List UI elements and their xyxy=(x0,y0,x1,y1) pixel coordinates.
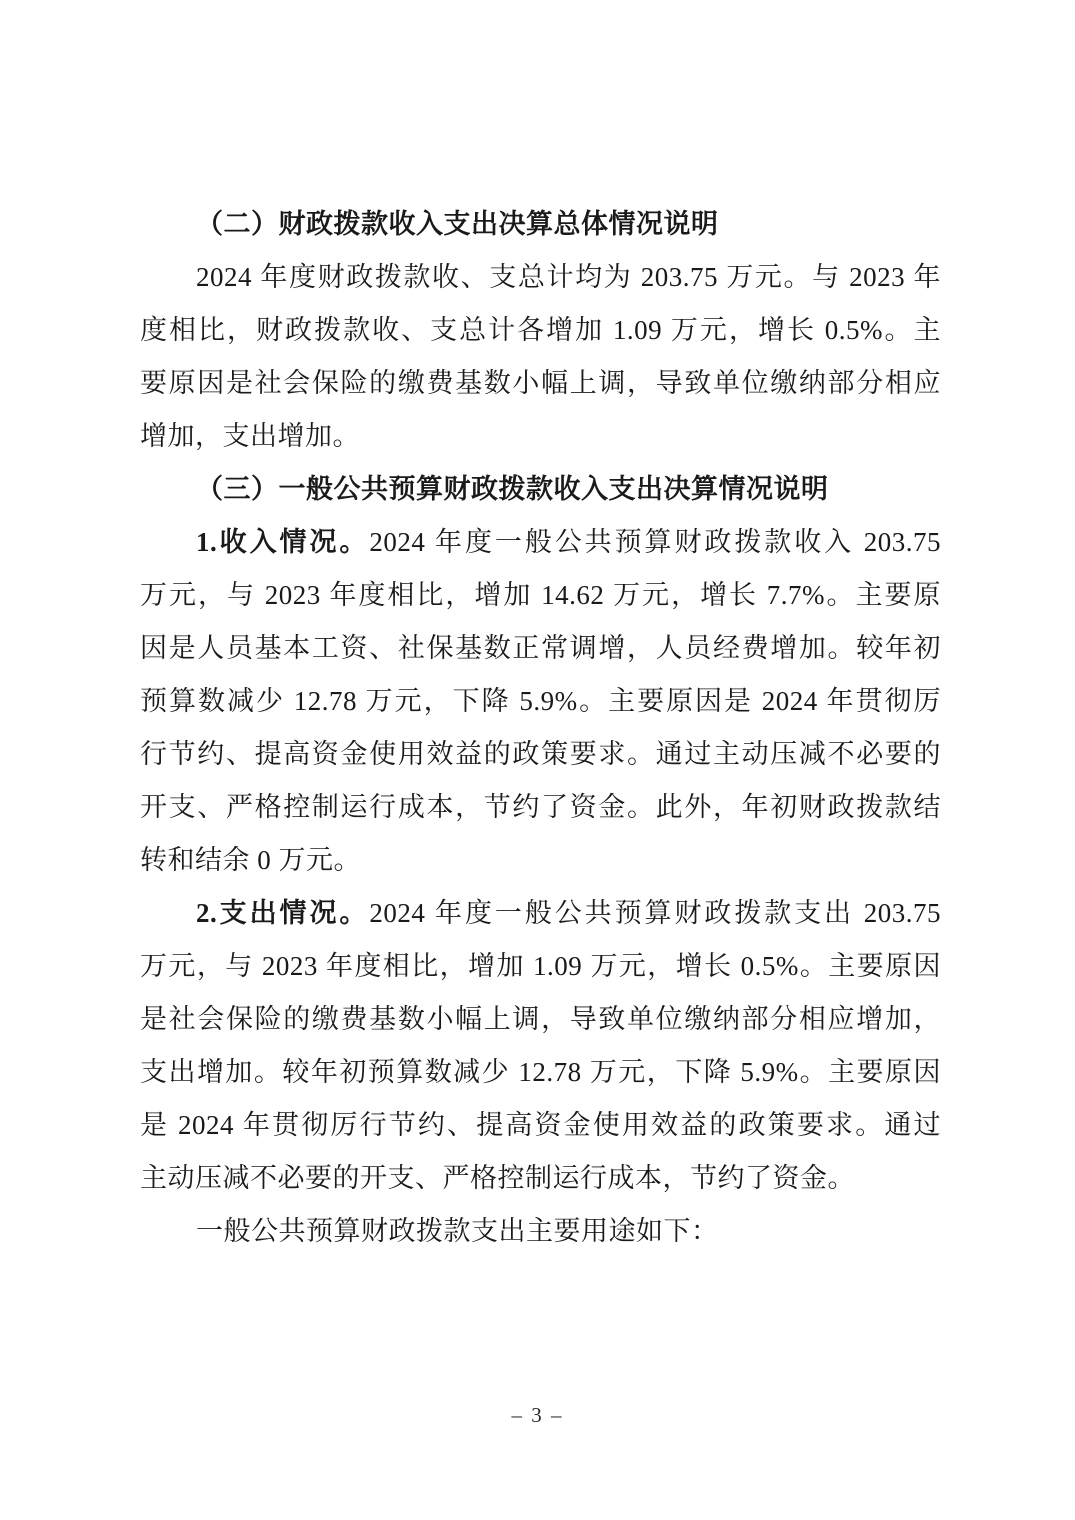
paragraph-line-text: 2024 年度一般公共预算财政拨款收入 203.75 xyxy=(369,527,941,557)
income-lead-label: 1.收入情况。 xyxy=(196,527,370,557)
expenditure-lead-label: 2.支出情况。 xyxy=(196,898,370,928)
paragraph-line: 支出增加。较年初预算数减少 12.78 万元，下降 5.9%。主要原因 xyxy=(140,1057,941,1087)
paragraph-line: 要原因是社会保险的缴费基数小幅上调，导致单位缴纳部分相应 xyxy=(140,368,941,398)
usage-intro-line: 一般公共预算财政拨款支出主要用途如下： xyxy=(196,1216,719,1246)
paragraph-line: 增加，支出增加。 xyxy=(140,421,360,451)
paragraph-line xyxy=(140,887,941,940)
section-2-heading: （二）财政拨款收入支出决算总体情况说明 xyxy=(196,209,719,239)
paragraph-line xyxy=(140,516,941,569)
page-number: – 3 – xyxy=(511,1403,564,1427)
paragraph-line: 2024 年度财政拨款收、支总计均为 203.75 万元。与 2023 年 xyxy=(196,262,941,292)
paragraph-line: 万元，与 2023 年度相比，增加 1.09 万元，增长 0.5%。主要原因 xyxy=(140,951,941,981)
paragraph-line: 开支、严格控制运行成本，节约了资金。此外，年初财政拨款结 xyxy=(140,792,941,822)
paragraph-line: 行节约、提高资金使用效益的政策要求。通过主动压减不必要的 xyxy=(140,739,941,769)
document-body xyxy=(140,198,941,1258)
paragraph-line: 转和结余 0 万元。 xyxy=(140,845,361,875)
paragraph-line: 万元，与 2023 年度相比，增加 14.62 万元，增长 7.7%。主要原 xyxy=(140,580,941,610)
paragraph-line: 因是人员基本工资、社保基数正常调增，人员经费增加。较年初 xyxy=(140,633,941,663)
paragraph-line: 度相比，财政拨款收、支总计各增加 1.09 万元，增长 0.5%。主 xyxy=(140,315,941,345)
paragraph-line: 主动压减不必要的开支、严格控制运行成本，节约了资金。 xyxy=(140,1163,855,1193)
paragraph-line: 是 2024 年贯彻厉行节约、提高资金使用效益的政策要求。通过 xyxy=(140,1110,941,1140)
paragraph-line: 是社会保险的缴费基数小幅上调，导致单位缴纳部分相应增加， xyxy=(140,1004,941,1034)
paragraph-line-text: 2024 年度一般公共预算财政拨款支出 203.75 xyxy=(369,898,941,928)
paragraph-line: 预算数减少 12.78 万元，下降 5.9%。主要原因是 2024 年贯彻厉 xyxy=(140,686,941,716)
section-3-heading: （三）一般公共预算财政拨款收入支出决算情况说明 xyxy=(196,474,829,504)
